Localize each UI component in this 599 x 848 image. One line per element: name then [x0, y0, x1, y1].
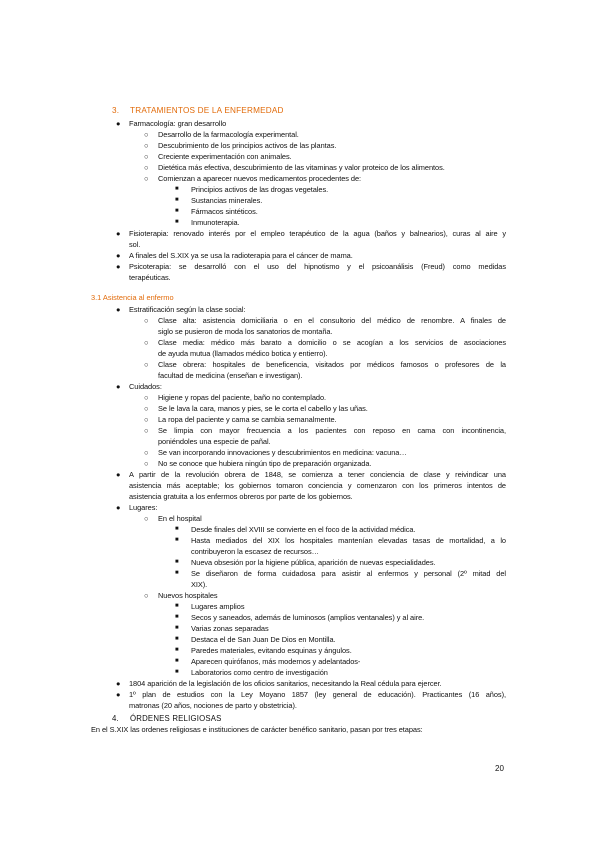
list-item: 1804 aparición de la legislación de los oficios sanitarios, necesitando la Real cédula para ejercer.: [129, 679, 442, 688]
list-item-continuation: facultad de medicina (enseñan e investigan).: [158, 371, 303, 380]
list-item: En el hospital: [158, 514, 202, 523]
bullet-circle-icon: ○: [144, 514, 149, 523]
list-item-continuation: poniéndoles una especie de pañal.: [158, 437, 271, 446]
list-item: Fisioterapia: renovado interés por el empleo terapéutico de la agua (baños y balnearios), curas al aire y: [129, 229, 506, 238]
list-item: Destaca el de San Juan De Dios en Montilla.: [191, 635, 336, 644]
list-item: Dietética más efectiva, descubrimiento de las vitaminas y valor proteico de los alimentos.: [158, 163, 445, 172]
list-item: Creciente experimentación con animales.: [158, 152, 292, 161]
bullet-circle-icon: ○: [144, 338, 149, 347]
bullet-disc-icon: ●: [116, 382, 121, 391]
list-item: Nuevos hospitales: [158, 591, 218, 600]
bullet-circle-icon: ○: [144, 459, 149, 468]
bullet-disc-icon: ●: [116, 679, 121, 688]
bullet-disc-icon: ●: [116, 690, 121, 699]
list-item: Se limpia con mayor frecuencia a los pacientes con reposo en cama con incontinencia,: [158, 426, 506, 435]
list-item-continuation: terapéuticas.: [129, 273, 171, 282]
list-item: Nueva obsesión por la higiene pública, aparición de nuevas especialidades.: [191, 558, 436, 567]
list-item: Clase alta: asistencia domiciliaria o en el consultorio del médico de renombre. A finales de: [158, 316, 506, 325]
bullet-circle-icon: ○: [144, 174, 149, 183]
list-item-continuation: sol.: [129, 240, 141, 249]
bullet-square-icon: ■: [175, 559, 179, 565]
bullet-circle-icon: ○: [144, 591, 149, 600]
list-item: Sustancias minerales.: [191, 196, 263, 205]
list-item-continuation: de ayuda mutua (llamados médico botica y entierro).: [158, 349, 328, 358]
bullet-circle-icon: ○: [144, 404, 149, 413]
list-item: Varias zonas separadas: [191, 624, 269, 633]
section-heading: TRATAMIENTOS DE LA ENFERMEDAD: [130, 106, 284, 115]
list-item: Se van incorporando innovaciones y descubrimientos en medicina: vacuna…: [158, 448, 407, 457]
bullet-disc-icon: ●: [116, 262, 121, 271]
list-item: No se conoce que hubiera ningún tipo de preparación organizada.: [158, 459, 372, 468]
list-item: Cuidados:: [129, 382, 162, 391]
list-item: Inmunoterapia.: [191, 218, 240, 227]
list-item: A finales del S.XIX ya se usa la radioterapia para el cáncer de mama.: [129, 251, 353, 260]
bullet-square-icon: ■: [175, 625, 179, 631]
list-item-continuation: asistencia gratuita a los enfermos obreros por parte de los gobiernos.: [129, 492, 353, 501]
list-item: Laboratorios como centro de investigación: [191, 668, 328, 677]
bullet-square-icon: ■: [175, 669, 179, 675]
list-item: Se le lava la cara, manos y pies, se le corta el cabello y las uñas.: [158, 404, 368, 413]
heading-number: 4.: [112, 714, 119, 723]
bullet-disc-icon: ●: [116, 119, 121, 128]
list-item: Aparecen quirófanos, más modernos y adelantados-: [191, 657, 361, 666]
list-item: La ropa del paciente y cama se cambia semanalmente.: [158, 415, 337, 424]
heading-number: 3.: [112, 106, 120, 115]
bullet-square-icon: ■: [175, 197, 179, 203]
list-item: Fármacos sintéticos.: [191, 207, 258, 216]
list-item: Lugares amplios: [191, 602, 245, 611]
list-item: Comienzan a aparecer nuevos medicamentos procedentes de:: [158, 174, 362, 183]
list-item: Desde finales del XVIII se convierte en el foco de la actividad médica.: [191, 525, 416, 534]
list-item-continuation: matronas (20 años, nociones de parto y obstetricia).: [129, 701, 297, 710]
bullet-circle-icon: ○: [144, 448, 149, 457]
bullet-square-icon: ■: [175, 186, 179, 192]
list-item: Desarrollo de la farmacología experimental.: [158, 130, 299, 139]
list-item: Secos y saneados, además de luminosos (amplios ventanales) y al aire.: [191, 613, 425, 622]
list-item: A partir de la revolución obrera de 1848, se comienza a tener conciencia de clase y reivindicar una: [129, 470, 506, 479]
bullet-disc-icon: ●: [116, 503, 121, 512]
list-item: Estratificación según la clase social:: [129, 305, 246, 314]
paragraph: En el S.XIX las ordenes religiosas e instituciones de carácter benéfico sanitario, pasan por tres etapas:: [91, 725, 423, 734]
list-item: Higiene y ropas del paciente, baño no contemplado.: [158, 393, 327, 402]
bullet-circle-icon: ○: [144, 426, 149, 435]
list-item: Se diseñaron de forma cuidadosa para asistir al enfermos y personal (2º mitad del: [191, 569, 506, 578]
bullet-square-icon: ■: [175, 603, 179, 609]
bullet-square-icon: ■: [175, 636, 179, 642]
list-item: 1º plan de estudios con la Ley Moyano 1857 (ley general de educación). Practicantes (16 años),: [129, 690, 506, 699]
bullet-circle-icon: ○: [144, 316, 149, 325]
bullet-disc-icon: ●: [116, 470, 121, 479]
bullet-square-icon: ■: [175, 658, 179, 664]
bullet-disc-icon: ●: [116, 251, 121, 260]
list-item-continuation: asistencia más aceptable; los gobiernos tomaron conciencia y comenzaron con los primeros intentos de: [129, 481, 506, 490]
list-item-continuation: siglo se pusieron de moda los sanatorios de montaña.: [158, 327, 333, 336]
list-item-continuation: XIX).: [191, 580, 208, 589]
list-item: Paredes materiales, evitando esquinas y ángulos.: [191, 646, 352, 655]
bullet-square-icon: ■: [175, 570, 179, 576]
section-heading: ÓRDENES RELIGIOSAS: [130, 714, 222, 723]
bullet-disc-icon: ●: [116, 305, 121, 314]
list-item: Descubrimiento de los principios activos de las plantas.: [158, 141, 337, 150]
list-item: Lugares:: [129, 503, 158, 512]
bullet-circle-icon: ○: [144, 152, 149, 161]
list-item: Principios activos de las drogas vegetales.: [191, 185, 329, 194]
list-item: Clase media: médico más barato a domicilio o se acogían a los servicios de asociaciones: [158, 338, 506, 347]
bullet-square-icon: ■: [175, 537, 179, 543]
bullet-square-icon: ■: [175, 647, 179, 653]
bullet-circle-icon: ○: [144, 360, 149, 369]
bullet-circle-icon: ○: [144, 141, 149, 150]
subsection-heading: 3.1 Asistencia al enfermo: [91, 293, 174, 302]
list-item: Hasta mediados del XIX los hospitales mantenían elevadas tasas de mortalidad, a lo: [191, 536, 506, 545]
list-item-continuation: contribuyeron la escasez de recursos…: [191, 547, 319, 556]
bullet-circle-icon: ○: [144, 415, 149, 424]
list-item: Psicoterapia: se desarrolló con el uso del hipnotismo y el psicoanálisis (Freud) como medidas: [129, 262, 506, 271]
bullet-square-icon: ■: [175, 526, 179, 532]
bullet-circle-icon: ○: [144, 130, 149, 139]
list-item: Clase obrera: hospitales de beneficencia, visitados por médicos famosos o profesores de la: [158, 360, 506, 369]
bullet-square-icon: ■: [175, 208, 179, 214]
bullet-disc-icon: ●: [116, 229, 121, 238]
bullet-square-icon: ■: [175, 614, 179, 620]
page-number: 20: [495, 764, 504, 773]
bullet-circle-icon: ○: [144, 393, 149, 402]
bullet-circle-icon: ○: [144, 163, 149, 172]
bullet-square-icon: ■: [175, 219, 179, 225]
list-item: Farmacología: gran desarrollo: [129, 119, 227, 128]
